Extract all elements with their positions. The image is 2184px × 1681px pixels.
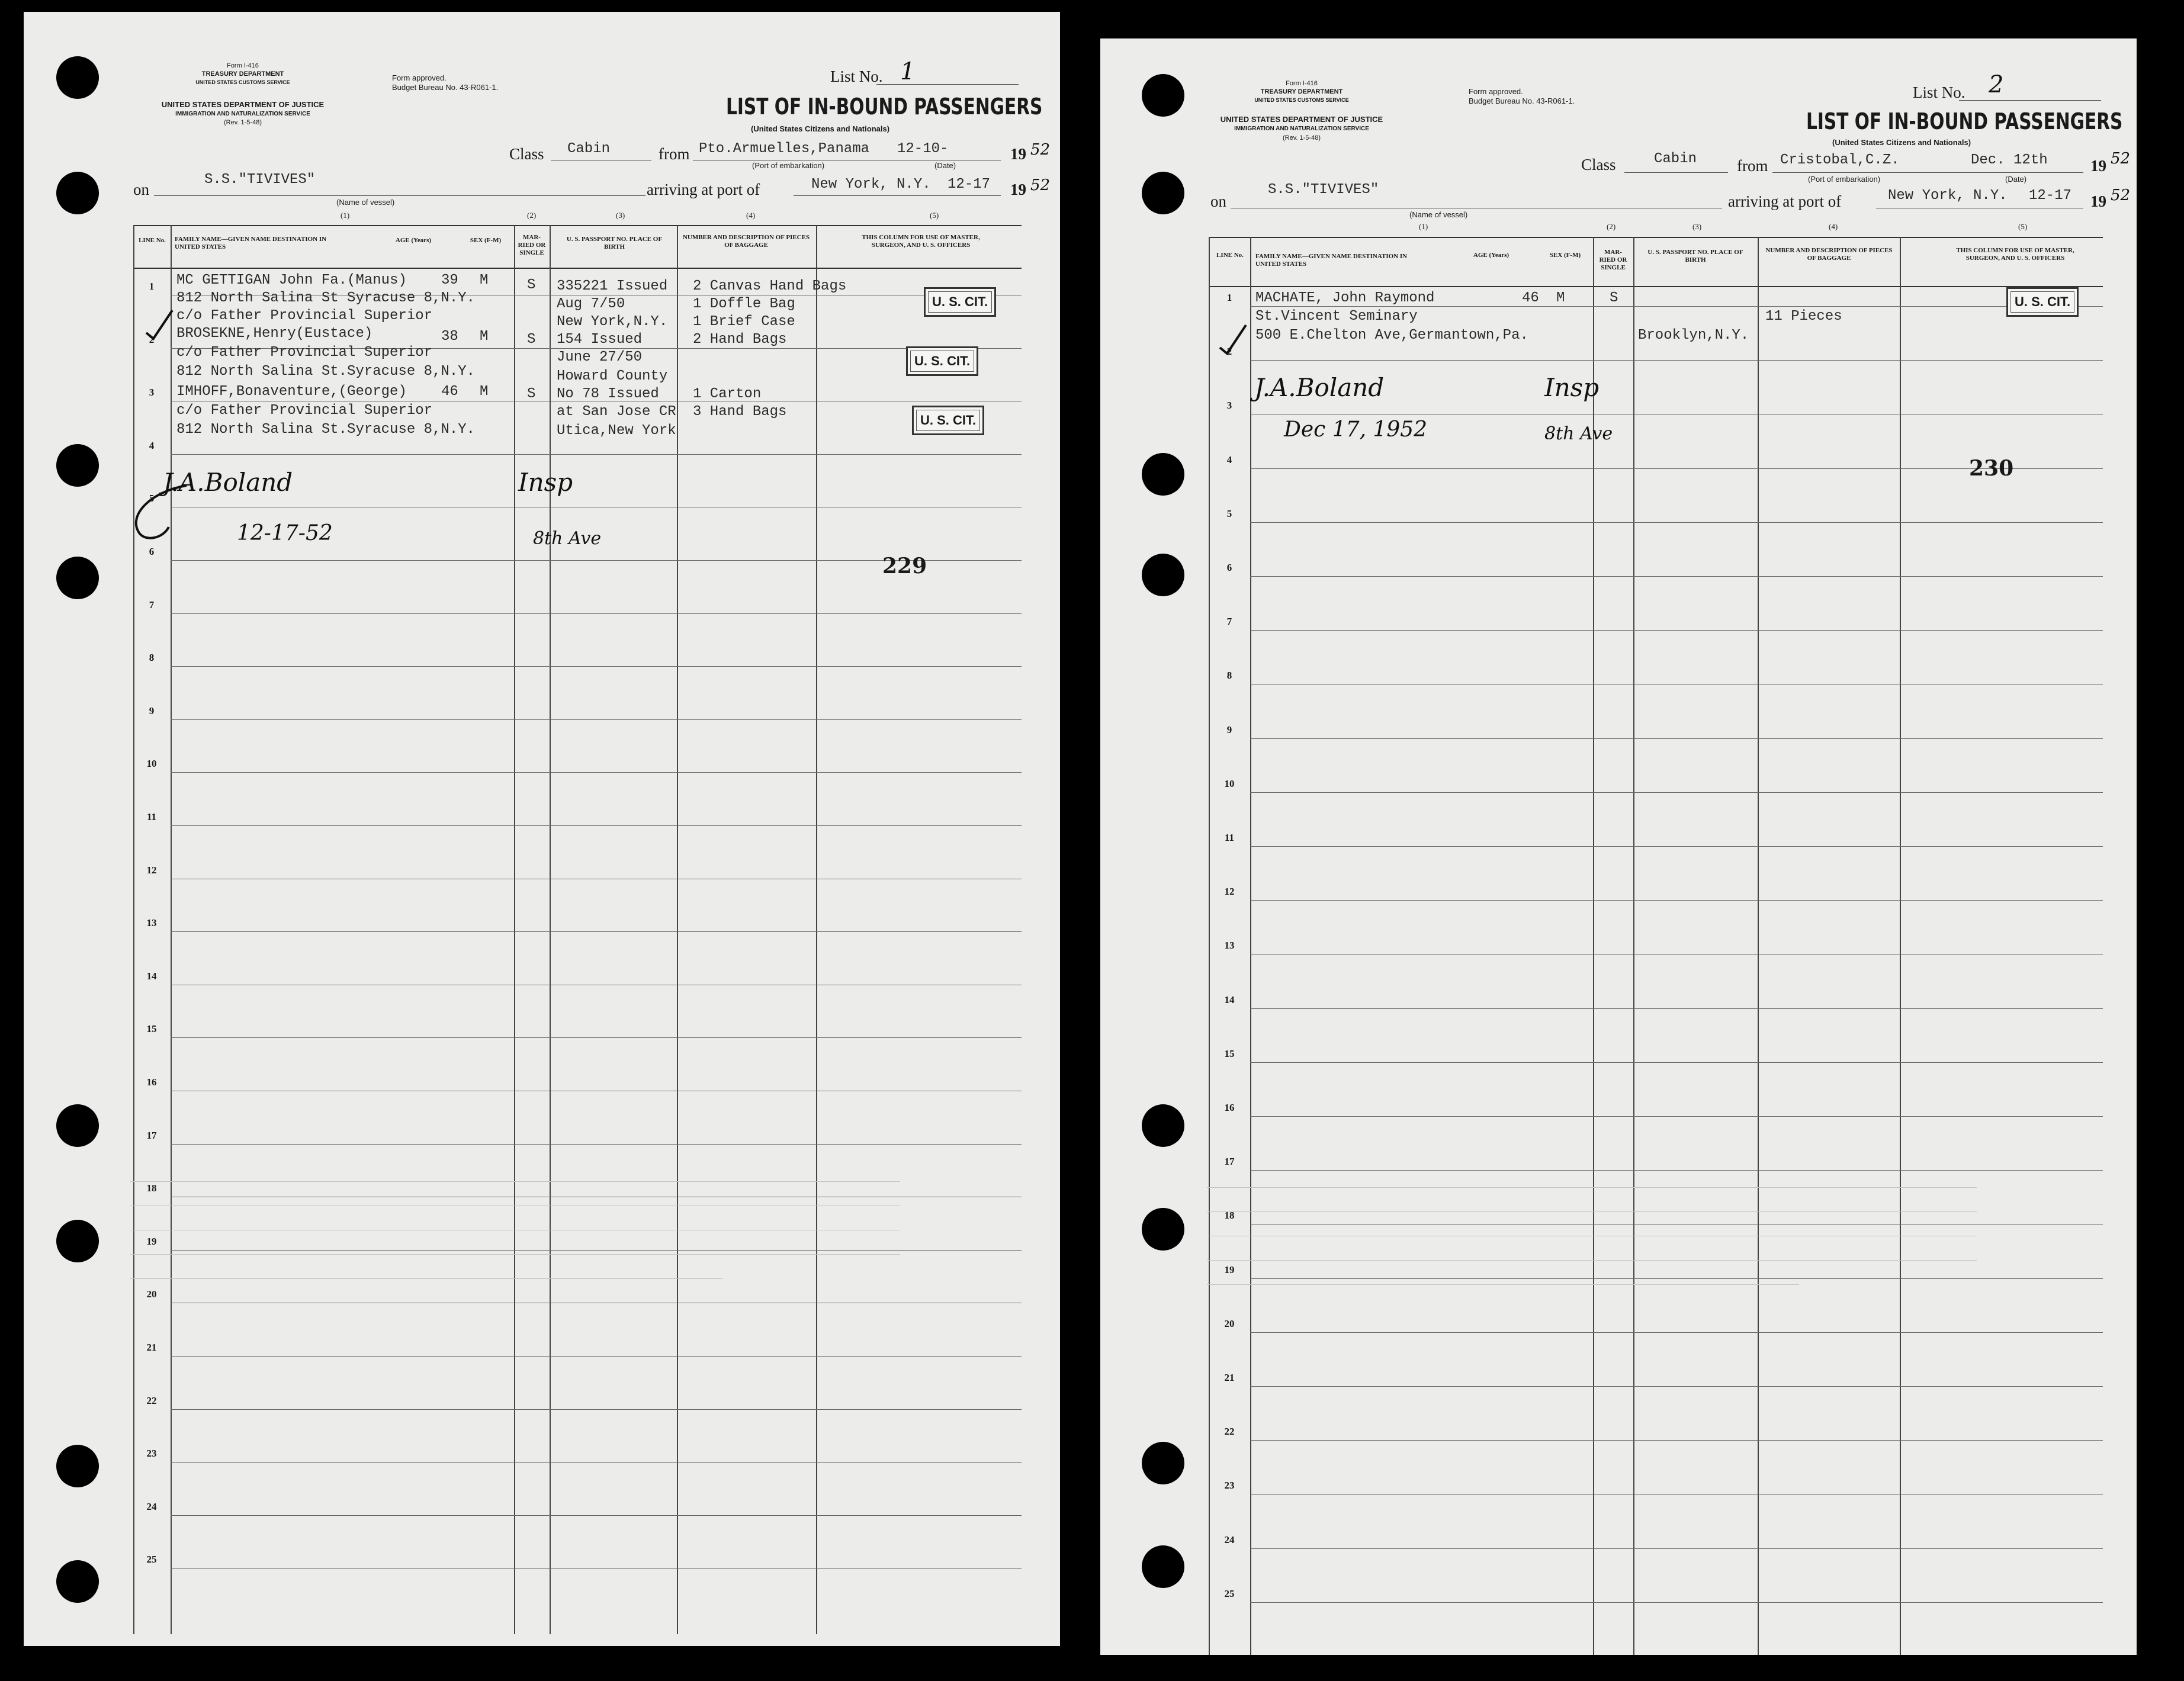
row-rule bbox=[1250, 846, 2103, 847]
from-value: Cristobal,C.Z. bbox=[1780, 152, 1900, 168]
row-rule bbox=[1250, 738, 2103, 739]
from-date: Dec. 12th bbox=[1971, 152, 2048, 168]
dept1-sub: UNITED STATES CUSTOMS SERVICE bbox=[195, 79, 290, 85]
line-number: 25 bbox=[146, 1554, 157, 1566]
col-number: (3) bbox=[1692, 222, 1702, 231]
binder-hole bbox=[1142, 554, 1184, 596]
vessel-name: S.S."TIVIVES" bbox=[1268, 182, 1379, 198]
dept1-sub: UNITED STATES CUSTOMS SERVICE bbox=[1254, 97, 1349, 103]
entry-name: 812 North Salina St.Syracuse 8,N.Y. bbox=[176, 422, 476, 438]
list-underline bbox=[876, 84, 1019, 85]
row-rule bbox=[171, 719, 1022, 720]
line-number: 19 bbox=[146, 1235, 157, 1247]
entry-baggage: 1 Doffle Bag bbox=[693, 296, 795, 312]
arriving-label: arriving at port of bbox=[1728, 192, 1842, 210]
class-label: Class bbox=[509, 145, 544, 163]
row-rule bbox=[1250, 1548, 2103, 1549]
entry-baggage: 11 Pieces bbox=[1765, 308, 1842, 324]
from-label: from bbox=[1737, 157, 1768, 175]
line-number: 22 bbox=[146, 1394, 157, 1406]
col-divider bbox=[1250, 237, 1251, 1655]
entry-name: St.Vincent Seminary bbox=[1255, 308, 1418, 324]
line-number: 24 bbox=[1224, 1534, 1235, 1545]
vessel-label: (Name of vessel) bbox=[336, 198, 395, 207]
line-number: 4 bbox=[149, 439, 155, 451]
dept1: TREASURY DEPARTMENT bbox=[1260, 88, 1343, 95]
inspector-title: Insp bbox=[1544, 373, 1600, 402]
col-divider bbox=[1900, 237, 1901, 1655]
col-number: (2) bbox=[1607, 222, 1616, 231]
line-number: 18 bbox=[146, 1182, 157, 1194]
line-number: 8 bbox=[149, 652, 155, 664]
vessel-name: S.S."TIVIVES" bbox=[204, 172, 316, 188]
binder-hole bbox=[56, 444, 99, 487]
binder-hole bbox=[56, 1220, 99, 1262]
arrival-date: 12-17 bbox=[2029, 188, 2072, 204]
line-number: 24 bbox=[146, 1500, 157, 1512]
entry-name: MACHATE, John Raymond bbox=[1255, 290, 1435, 306]
entry-name: c/o Father Provincial Superior bbox=[176, 308, 433, 324]
col-number: (5) bbox=[930, 211, 939, 220]
line-number: 7 bbox=[149, 599, 155, 610]
entry-passport: June 27/50 bbox=[557, 349, 643, 365]
entry-baggage: 2 Canvas Hand Bags bbox=[693, 278, 847, 294]
line-number: 10 bbox=[1224, 777, 1235, 789]
col-number: (4) bbox=[1829, 222, 1838, 231]
list-label: List No. bbox=[1913, 83, 1965, 101]
class-value: Cabin bbox=[1654, 151, 1697, 167]
list-number: 1 bbox=[900, 58, 916, 85]
entry-name: MC GETTIGAN John Fa.(Manus) bbox=[176, 272, 407, 288]
from-label: from bbox=[659, 145, 690, 163]
line-number: 10 bbox=[146, 758, 157, 770]
header-baggage: NUMBER AND DESCRIPTION OF PIECES OF BAGGAGE bbox=[1765, 247, 1893, 262]
row-rule bbox=[1250, 306, 2103, 307]
table-top-rule bbox=[1209, 237, 2103, 238]
entry-sex: M bbox=[1556, 290, 1565, 306]
line-number: 3 bbox=[1226, 400, 1232, 412]
from-underline bbox=[1772, 172, 2083, 173]
port-embark-label: (Port of embarkation) bbox=[1808, 175, 1881, 184]
line-number: 6 bbox=[149, 546, 155, 557]
col-number: (3) bbox=[616, 211, 625, 220]
from-value: Pto.Armuelles,Panama bbox=[699, 141, 870, 157]
year-prefix: 19 bbox=[1010, 145, 1026, 163]
entry-passport: Aug 7/50 bbox=[557, 296, 625, 312]
row-rule bbox=[171, 454, 1022, 455]
col-number: (1) bbox=[1419, 222, 1428, 231]
row-rule bbox=[1250, 1386, 2103, 1387]
inspection-note: 8th Ave bbox=[533, 528, 602, 549]
row-rule bbox=[171, 772, 1022, 773]
vessel-label: (Name of vessel) bbox=[1409, 210, 1468, 219]
header-age: AGE (Years) bbox=[395, 237, 432, 244]
binder-hole bbox=[1142, 1545, 1184, 1588]
on-label: on bbox=[1210, 192, 1226, 210]
row-rule bbox=[1250, 360, 2103, 361]
budget-bureau: Budget Bureau No. 43-R061-1. bbox=[1469, 97, 1575, 105]
entry-name: c/o Father Provincial Superior bbox=[176, 345, 433, 361]
row-rule bbox=[1250, 1116, 2103, 1117]
header-baggage: NUMBER AND DESCRIPTION OF PIECES OF BAGGAGE bbox=[682, 234, 810, 249]
col-divider bbox=[171, 225, 172, 1634]
header-married: MAR-RIED OR SINGLE bbox=[1599, 249, 1627, 271]
col-divider bbox=[1633, 237, 1634, 1655]
form-id: Form I-416 bbox=[227, 62, 259, 69]
line-number: 15 bbox=[146, 1023, 157, 1035]
line-number: 16 bbox=[1224, 1102, 1235, 1113]
page-number: 230 bbox=[1969, 456, 2014, 481]
line-number: 14 bbox=[146, 970, 157, 982]
entry-passport: Howard County bbox=[557, 368, 668, 384]
col-number: (4) bbox=[746, 211, 756, 220]
inspection-date: Dec 17, 1952 bbox=[1284, 417, 1428, 442]
header-line-no: LINE No. bbox=[139, 237, 166, 244]
line-number: 9 bbox=[1226, 724, 1232, 735]
arrival-port: New York, N.Y. bbox=[811, 176, 931, 192]
year-prefix: 19 bbox=[2090, 192, 2106, 210]
row-rule bbox=[1250, 1440, 2103, 1441]
header-bottom-rule bbox=[1209, 286, 2103, 287]
arrival-port: New York, N.Y. bbox=[1888, 188, 2008, 204]
form-title: LIST OF IN-BOUND PASSENGERS bbox=[1806, 108, 2123, 134]
entry-age: 46 bbox=[1522, 290, 1539, 306]
class-underline bbox=[1624, 172, 1728, 173]
date-label: (Date) bbox=[934, 161, 956, 170]
row-rule bbox=[171, 1515, 1022, 1516]
list-label: List No. bbox=[830, 68, 883, 85]
entry-married: S bbox=[527, 332, 536, 348]
line-number: 15 bbox=[1224, 1047, 1235, 1059]
line-number: 1 bbox=[149, 281, 155, 292]
year-prefix: 19 bbox=[2090, 157, 2106, 175]
dept2-sub: IMMIGRATION AND NATURALIZATION SERVICE bbox=[175, 111, 310, 117]
year: 52 bbox=[2111, 150, 2131, 168]
class-value: Cabin bbox=[567, 141, 611, 157]
col-divider bbox=[133, 225, 134, 1634]
row-rule bbox=[1250, 1170, 2103, 1171]
binder-hole bbox=[56, 1445, 99, 1487]
form-approved: Form approved. bbox=[392, 73, 447, 82]
row-rule bbox=[1250, 576, 2103, 577]
entry-passport: 154 Issued bbox=[557, 332, 643, 348]
row-rule bbox=[1250, 792, 2103, 793]
checkmark-icon bbox=[1219, 323, 1248, 355]
entry-married: S bbox=[1610, 290, 1618, 306]
inspector-signature: J.A.Boland bbox=[1254, 373, 1385, 402]
row-rule bbox=[171, 1037, 1022, 1038]
us-citizen-stamp: U. S. CIT. bbox=[906, 346, 978, 376]
list-number: 2 bbox=[1989, 71, 2004, 98]
row-rule bbox=[1250, 1008, 2103, 1009]
header-officers: THIS COLUMN FOR USE OF MASTER, SURGEON, AND U. S. OFFICERS bbox=[862, 234, 980, 249]
entry-passport: Brooklyn,N.Y. bbox=[1638, 327, 1749, 343]
entry-sex: M bbox=[480, 384, 489, 400]
row-rule bbox=[171, 613, 1022, 614]
arrival-date: 12-17 bbox=[948, 176, 991, 192]
row-rule bbox=[1250, 522, 2103, 523]
entry-baggage: 1 Brief Case bbox=[693, 314, 795, 330]
binder-hole bbox=[1142, 453, 1184, 496]
header-passport: U. S. PASSPORT NO. PLACE OF BIRTH bbox=[1647, 249, 1743, 263]
vessel-underline bbox=[154, 195, 645, 196]
line-number: 3 bbox=[149, 387, 155, 398]
line-number: 8 bbox=[1226, 670, 1232, 682]
col-divider bbox=[550, 225, 551, 1634]
col-divider bbox=[1209, 237, 1210, 1655]
entry-married: S bbox=[527, 277, 536, 293]
binder-hole bbox=[1142, 172, 1184, 214]
arrival-underline bbox=[794, 195, 1001, 196]
line-number: 11 bbox=[146, 811, 157, 822]
header-name: FAMILY NAME—GIVEN NAME DESTINATION IN UNITED STATES bbox=[1255, 253, 1408, 268]
on-label: on bbox=[133, 181, 149, 198]
line-number: 20 bbox=[146, 1288, 157, 1300]
binder-hole bbox=[56, 56, 99, 99]
col-divider bbox=[1758, 237, 1759, 1655]
binder-hole bbox=[1142, 1442, 1184, 1484]
form-subtitle: (United States Citizens and Nationals) bbox=[751, 124, 890, 133]
header-passport: U. S. PASSPORT NO. PLACE OF BIRTH bbox=[566, 236, 663, 250]
row-rule bbox=[171, 666, 1022, 667]
line-number: 17 bbox=[1224, 1156, 1235, 1168]
line-number: 21 bbox=[146, 1342, 157, 1353]
manifest-sheet-left bbox=[24, 12, 1060, 1646]
us-citizen-stamp: U. S. CIT. bbox=[2006, 287, 2079, 317]
line-number: 12 bbox=[1224, 886, 1235, 898]
line-number: 23 bbox=[146, 1448, 157, 1460]
line-number: 19 bbox=[1224, 1264, 1235, 1275]
entry-name: c/o Father Provincial Superior bbox=[176, 403, 433, 419]
binder-hole bbox=[56, 172, 99, 214]
line-number: 11 bbox=[1224, 832, 1235, 843]
form-id: Form I-416 bbox=[1286, 80, 1318, 87]
header-sex: SEX (F-M) bbox=[470, 237, 502, 244]
header-sex: SEX (F-M) bbox=[1549, 252, 1581, 259]
entry-age: 46 bbox=[441, 384, 458, 400]
line-number: 18 bbox=[1224, 1210, 1235, 1222]
form-title: LIST OF IN-BOUND PASSENGERS bbox=[726, 94, 1043, 120]
col-number: (2) bbox=[527, 211, 537, 220]
line-number: 12 bbox=[146, 864, 157, 876]
rev: (Rev. 1-5-48) bbox=[224, 119, 262, 126]
bleed-through-text bbox=[1207, 1181, 2095, 1335]
line-number: 20 bbox=[1224, 1317, 1235, 1329]
line-number: 2 bbox=[1226, 346, 1232, 358]
row-rule bbox=[1250, 630, 2103, 631]
dept2: UNITED STATES DEPARTMENT OF JUSTICE bbox=[1220, 115, 1383, 124]
row-rule bbox=[171, 931, 1022, 932]
line-number: 23 bbox=[1224, 1480, 1235, 1492]
checkmark-icon bbox=[145, 308, 175, 340]
inspection-note: 8th Ave bbox=[1544, 423, 1613, 444]
from-date: 12-10- bbox=[897, 141, 949, 157]
line-number: 1 bbox=[1226, 292, 1232, 303]
row-rule bbox=[171, 1144, 1022, 1145]
entry-baggage: 1 Carton bbox=[693, 386, 762, 402]
line-number: 4 bbox=[1226, 454, 1232, 465]
row-rule bbox=[1250, 1602, 2103, 1603]
row-rule bbox=[1250, 900, 2103, 901]
year: 52 bbox=[1030, 141, 1051, 159]
line-number: 5 bbox=[1226, 507, 1232, 519]
entry-passport: at San Jose CR bbox=[557, 404, 676, 420]
line-number: 7 bbox=[1226, 616, 1232, 628]
col-divider bbox=[677, 225, 678, 1634]
inspector-title: Insp bbox=[518, 468, 573, 497]
col-divider bbox=[816, 225, 817, 1634]
col-number: (5) bbox=[2018, 222, 2028, 231]
header-married: MAR-RIED OR SINGLE bbox=[518, 234, 546, 256]
class-label: Class bbox=[1581, 156, 1616, 173]
binder-hole bbox=[1142, 74, 1184, 117]
entry-name: 500 E.Chelton Ave,Germantown,Pa. bbox=[1255, 327, 1528, 343]
entry-age: 38 bbox=[441, 329, 458, 345]
arriving-label: arriving at port of bbox=[647, 181, 760, 198]
signature-flourish-icon bbox=[127, 480, 198, 545]
entry-age: 39 bbox=[441, 272, 458, 288]
line-number: 6 bbox=[1226, 562, 1232, 573]
row-rule bbox=[171, 1462, 1022, 1463]
entry-passport: Utica,New York bbox=[557, 423, 676, 439]
inspection-date: 12-17-52 bbox=[237, 521, 333, 545]
entry-baggage: 2 Hand Bags bbox=[693, 332, 787, 348]
col-divider bbox=[514, 225, 515, 1634]
entry-name: 812 North Salina St.Syracuse 8,N.Y. bbox=[176, 364, 476, 380]
row-rule bbox=[171, 1356, 1022, 1357]
header-officers: THIS COLUMN FOR USE OF MASTER, SURGEON, AND U. S. OFFICERS bbox=[1956, 247, 2074, 262]
dept2-sub: IMMIGRATION AND NATURALIZATION SERVICE bbox=[1234, 126, 1369, 132]
header-age: AGE (Years) bbox=[1473, 252, 1509, 259]
entry-married: S bbox=[527, 386, 536, 402]
line-number: 2 bbox=[149, 333, 155, 345]
entry-sex: M bbox=[480, 329, 489, 345]
line-number: 21 bbox=[1224, 1372, 1235, 1383]
year: 52 bbox=[1030, 176, 1051, 194]
binder-hole bbox=[56, 1560, 99, 1603]
form-subtitle: (United States Citizens and Nationals) bbox=[1832, 138, 1971, 147]
col-number: (1) bbox=[341, 211, 350, 220]
list-underline bbox=[1959, 100, 2101, 101]
year-prefix: 19 bbox=[1010, 181, 1026, 198]
page-number: 229 bbox=[882, 554, 927, 578]
row-rule bbox=[171, 1409, 1022, 1410]
line-number: 16 bbox=[146, 1076, 157, 1088]
inspector-signature: J.A.Boland bbox=[163, 468, 293, 497]
entry-name: BROSEKNE,Henry(Eustace) bbox=[176, 326, 373, 342]
entry-name: 812 North Salina St Syracuse 8,N.Y. bbox=[176, 290, 476, 306]
dept2: UNITED STATES DEPARTMENT OF JUSTICE bbox=[161, 100, 325, 109]
us-citizen-stamp: U. S. CIT. bbox=[912, 406, 984, 435]
header-bottom-rule bbox=[133, 268, 1022, 269]
line-number: 9 bbox=[149, 705, 155, 716]
dept1: TREASURY DEPARTMENT bbox=[201, 70, 284, 78]
year: 52 bbox=[2111, 187, 2131, 204]
entry-baggage: 3 Hand Bags bbox=[693, 404, 787, 420]
entry-passport: 335221 Issued bbox=[557, 278, 668, 294]
port-embark-label: (Port of embarkation) bbox=[752, 161, 825, 170]
entry-name: IMHOFF,Bonaventure,(George) bbox=[176, 384, 407, 400]
line-number: 5 bbox=[149, 493, 155, 504]
table-top-rule bbox=[133, 225, 1022, 226]
entry-passport: No 78 Issued bbox=[557, 386, 659, 402]
us-citizen-stamp: U. S. CIT. bbox=[924, 287, 996, 317]
header-line-no: LINE No. bbox=[1216, 252, 1244, 259]
binder-hole bbox=[56, 557, 99, 599]
binder-hole bbox=[1142, 1208, 1184, 1251]
manifest-sheet-right bbox=[1100, 38, 2137, 1655]
line-number: 13 bbox=[146, 917, 157, 929]
row-rule bbox=[1250, 1062, 2103, 1063]
line-number: 22 bbox=[1224, 1426, 1235, 1438]
form-approved: Form approved. bbox=[1469, 87, 1523, 96]
line-number: 14 bbox=[1224, 994, 1235, 1005]
date-label: (Date) bbox=[2005, 175, 2027, 184]
binder-hole bbox=[56, 1104, 99, 1147]
line-number: 13 bbox=[1224, 940, 1235, 952]
row-rule bbox=[171, 825, 1022, 826]
entry-passport: New York,N.Y. bbox=[557, 314, 668, 330]
line-number: 17 bbox=[146, 1129, 157, 1141]
binder-hole bbox=[1142, 1104, 1184, 1147]
header-name: FAMILY NAME—GIVEN NAME DESTINATION IN UNITED STATES bbox=[175, 236, 327, 250]
rev: (Rev. 1-5-48) bbox=[1283, 134, 1321, 142]
entry-sex: M bbox=[480, 272, 489, 288]
line-number: 25 bbox=[1224, 1587, 1235, 1599]
col-divider bbox=[1593, 237, 1594, 1655]
bleed-through-text bbox=[130, 1175, 1019, 1329]
budget-bureau: Budget Bureau No. 43-R061-1. bbox=[392, 83, 499, 92]
